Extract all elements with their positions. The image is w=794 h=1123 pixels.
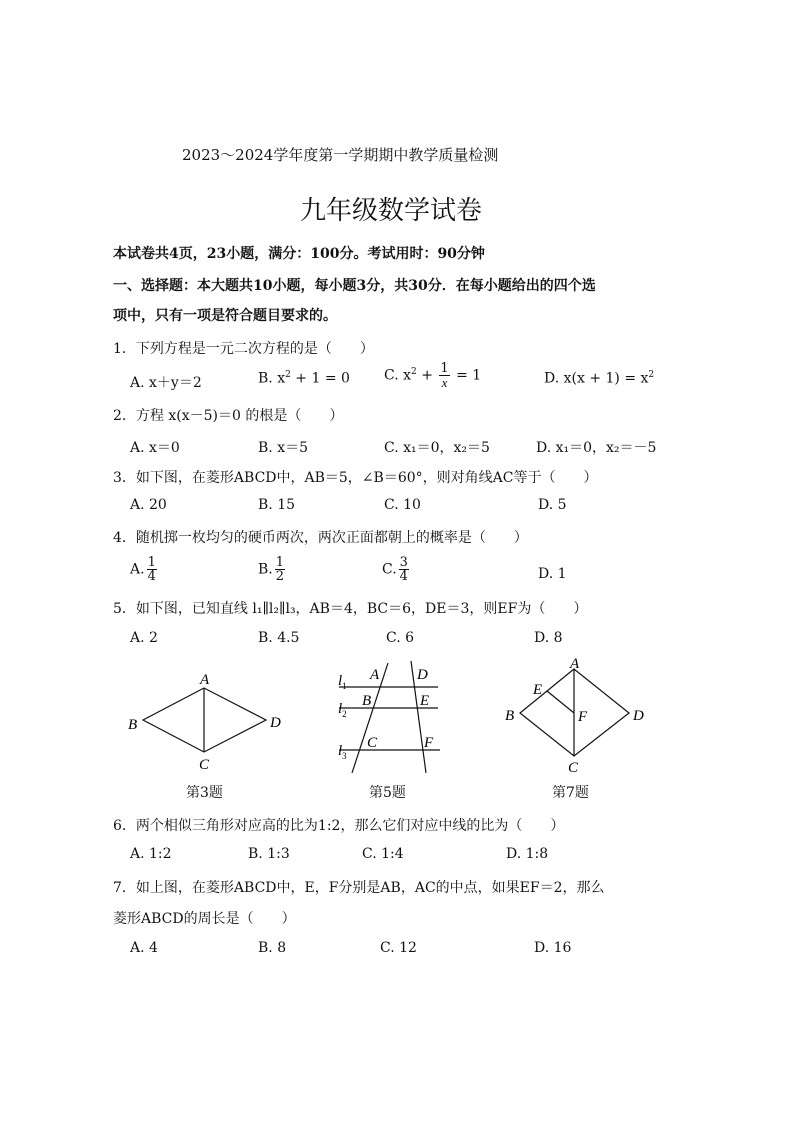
term-title: 2023～2024学年度第一学期期中教学质量检测 <box>182 146 499 164</box>
q1-option-b-prefix: B. x <box>258 370 286 387</box>
exam-title: 九年级数学试卷 <box>300 196 483 226</box>
q4-option-a-fraction <box>147 556 157 583</box>
q1-option-c-num: 1 <box>440 361 449 376</box>
q7-stem-line1: 7．如上图，在菱形ABCD中，E，F分别是AB，AC的中点，如果EF＝2，那么 <box>113 880 605 896</box>
q4-option-c-label: C. <box>382 561 397 578</box>
q5-option-b: B. 4.5 <box>258 630 300 646</box>
q4-option-a-den: 4 <box>147 569 156 584</box>
fig5-label-l1 <box>338 673 347 691</box>
q7-option-a: A. 4 <box>130 940 158 956</box>
q3-option-b: B. 15 <box>258 497 296 513</box>
fig5-label-b: B <box>362 693 372 709</box>
fig7-segment-ef <box>547 691 574 713</box>
fig5-label-d: D <box>417 667 428 683</box>
figure-5 <box>338 661 440 773</box>
fig5-label-l1-sub: 1 <box>342 681 347 691</box>
q1-option-d-sup: 2 <box>648 370 655 380</box>
q4-option-b <box>258 556 287 583</box>
q4-stem: 4．随机掷一枚均匀的硬币两次，两次正面都朝上的概率是（ ） <box>113 530 528 546</box>
q1-option-c-fraction <box>439 362 449 389</box>
fig5-label-l1-main: l <box>338 673 343 689</box>
section1-line1: 一、选择题：本大题共10小题，每小题3分，共30分．在每小题给出的四个选 <box>113 278 596 294</box>
q2-stem: 2．方程 x(x－5)＝0 的根是（ ） <box>113 408 344 424</box>
fig5-caption: 第5题 <box>369 785 406 801</box>
q4-option-c-fraction <box>399 556 409 583</box>
q3-option-a: A. 20 <box>130 497 167 513</box>
q5-option-c: C. 6 <box>386 630 415 646</box>
q1-option-c <box>384 362 481 389</box>
fig3-caption: 第3题 <box>186 785 223 801</box>
q4-option-c <box>382 556 411 583</box>
fig5-label-e: E <box>420 693 430 709</box>
fig7-label-f: F <box>578 709 588 725</box>
q4-option-c-num: 3 <box>399 555 408 570</box>
fig5-label-l2-main: l <box>338 701 343 717</box>
q4-option-d: D. 1 <box>538 566 567 582</box>
q1-option-c-den: x <box>441 375 448 390</box>
q1-option-d-prefix: D. x(x + 1) = x <box>544 370 649 387</box>
q1-option-c-prefix: C. x <box>384 367 412 384</box>
q1-option-b <box>258 370 350 387</box>
q4-option-a-label: A. <box>130 561 145 578</box>
fig5-label-l2-sub: 2 <box>342 709 347 719</box>
q7-option-b: B. 8 <box>258 940 287 956</box>
q5-option-a: A. 2 <box>130 630 158 646</box>
q1-option-c-sup: 2 <box>411 366 417 377</box>
q6-option-b: B. 1:3 <box>248 846 290 862</box>
fig3-label-d: D <box>270 715 281 731</box>
q5-stem: 5．如下图，已知直线 l₁∥l₂∥l₃，AB＝4，BC＝6，DE＝3，则EF为（ ） <box>113 601 588 617</box>
fig7-label-a: A <box>570 656 580 672</box>
q1-option-b-suffix: + 1 = 0 <box>290 370 350 387</box>
q7-stem-line2: 菱形ABCD的周长是（ ） <box>113 911 296 927</box>
q5-option-d: D. 8 <box>534 630 563 646</box>
q1-stem: 1．下列方程是一元二次方程的是（ ） <box>113 341 374 357</box>
fig7-label-c: C <box>568 760 579 776</box>
q1-option-c-suffix: = 1 <box>451 367 482 384</box>
q1-option-b-sup: 2 <box>285 370 291 380</box>
q2-option-a: A. x＝0 <box>130 440 180 456</box>
q4-option-b-den: 2 <box>275 569 285 584</box>
q2-option-d: D. x₁＝0，x₂＝－5 <box>536 440 657 456</box>
fig7-label-e: E <box>533 682 543 698</box>
q2-option-c: C. x₁＝0，x₂＝5 <box>384 440 490 456</box>
q6-option-a: A. 1:2 <box>130 846 172 862</box>
fig7-caption: 第7题 <box>552 785 589 801</box>
q1-option-d <box>544 370 654 387</box>
fig3-label-a: A <box>200 672 210 688</box>
q4-option-c-den: 4 <box>399 569 408 584</box>
fig5-label-f: F <box>424 735 434 751</box>
q2-option-b: B. x＝5 <box>258 440 308 456</box>
figure-3 <box>128 672 281 773</box>
fig5-label-l3-sub: 3 <box>342 751 347 761</box>
q4-option-a-num: 1 <box>147 555 156 570</box>
fig5-label-l2 <box>338 701 347 719</box>
q3-option-d: D. 5 <box>538 497 567 513</box>
q6-option-d: D. 1:8 <box>506 846 549 862</box>
q3-option-c: C. 10 <box>384 497 421 513</box>
fig3-label-b: B <box>128 717 138 733</box>
q4-option-b-label: B. <box>258 561 273 578</box>
fig7-label-b: B <box>505 708 515 724</box>
exam-info: 本试卷共4页，23小题，满分：100分。考试用时：90分钟 <box>113 246 485 262</box>
q7-option-c: C. 12 <box>380 940 417 956</box>
q3-stem: 3．如下图，在菱形ABCD中，AB＝5，∠B＝60°，则对角线AC等于（ ） <box>113 470 598 486</box>
q6-option-c: C. 1:4 <box>362 846 404 862</box>
figure-7 <box>505 656 644 776</box>
q1-option-a: A. x＋y＝2 <box>130 375 202 391</box>
section1-line2: 项中，只有一项是符合题目要求的。 <box>113 308 337 324</box>
q1-option-c-plus: + <box>416 367 438 384</box>
fig5-label-l3 <box>338 743 347 761</box>
fig5-label-c: C <box>367 735 378 751</box>
fig5-label-l3-main: l <box>338 743 343 759</box>
q7-option-d: D. 16 <box>534 940 572 956</box>
fig7-label-d: D <box>633 708 644 724</box>
q4-option-b-fraction <box>275 556 285 583</box>
fig3-label-c: C <box>199 757 210 773</box>
fig5-label-a: A <box>370 667 380 683</box>
q4-option-a <box>130 556 159 583</box>
q6-stem: 6．两个相似三角形对应高的比为1:2，那么它们对应中线的比为（ ） <box>113 818 565 834</box>
q4-option-b-num: 1 <box>275 555 285 570</box>
